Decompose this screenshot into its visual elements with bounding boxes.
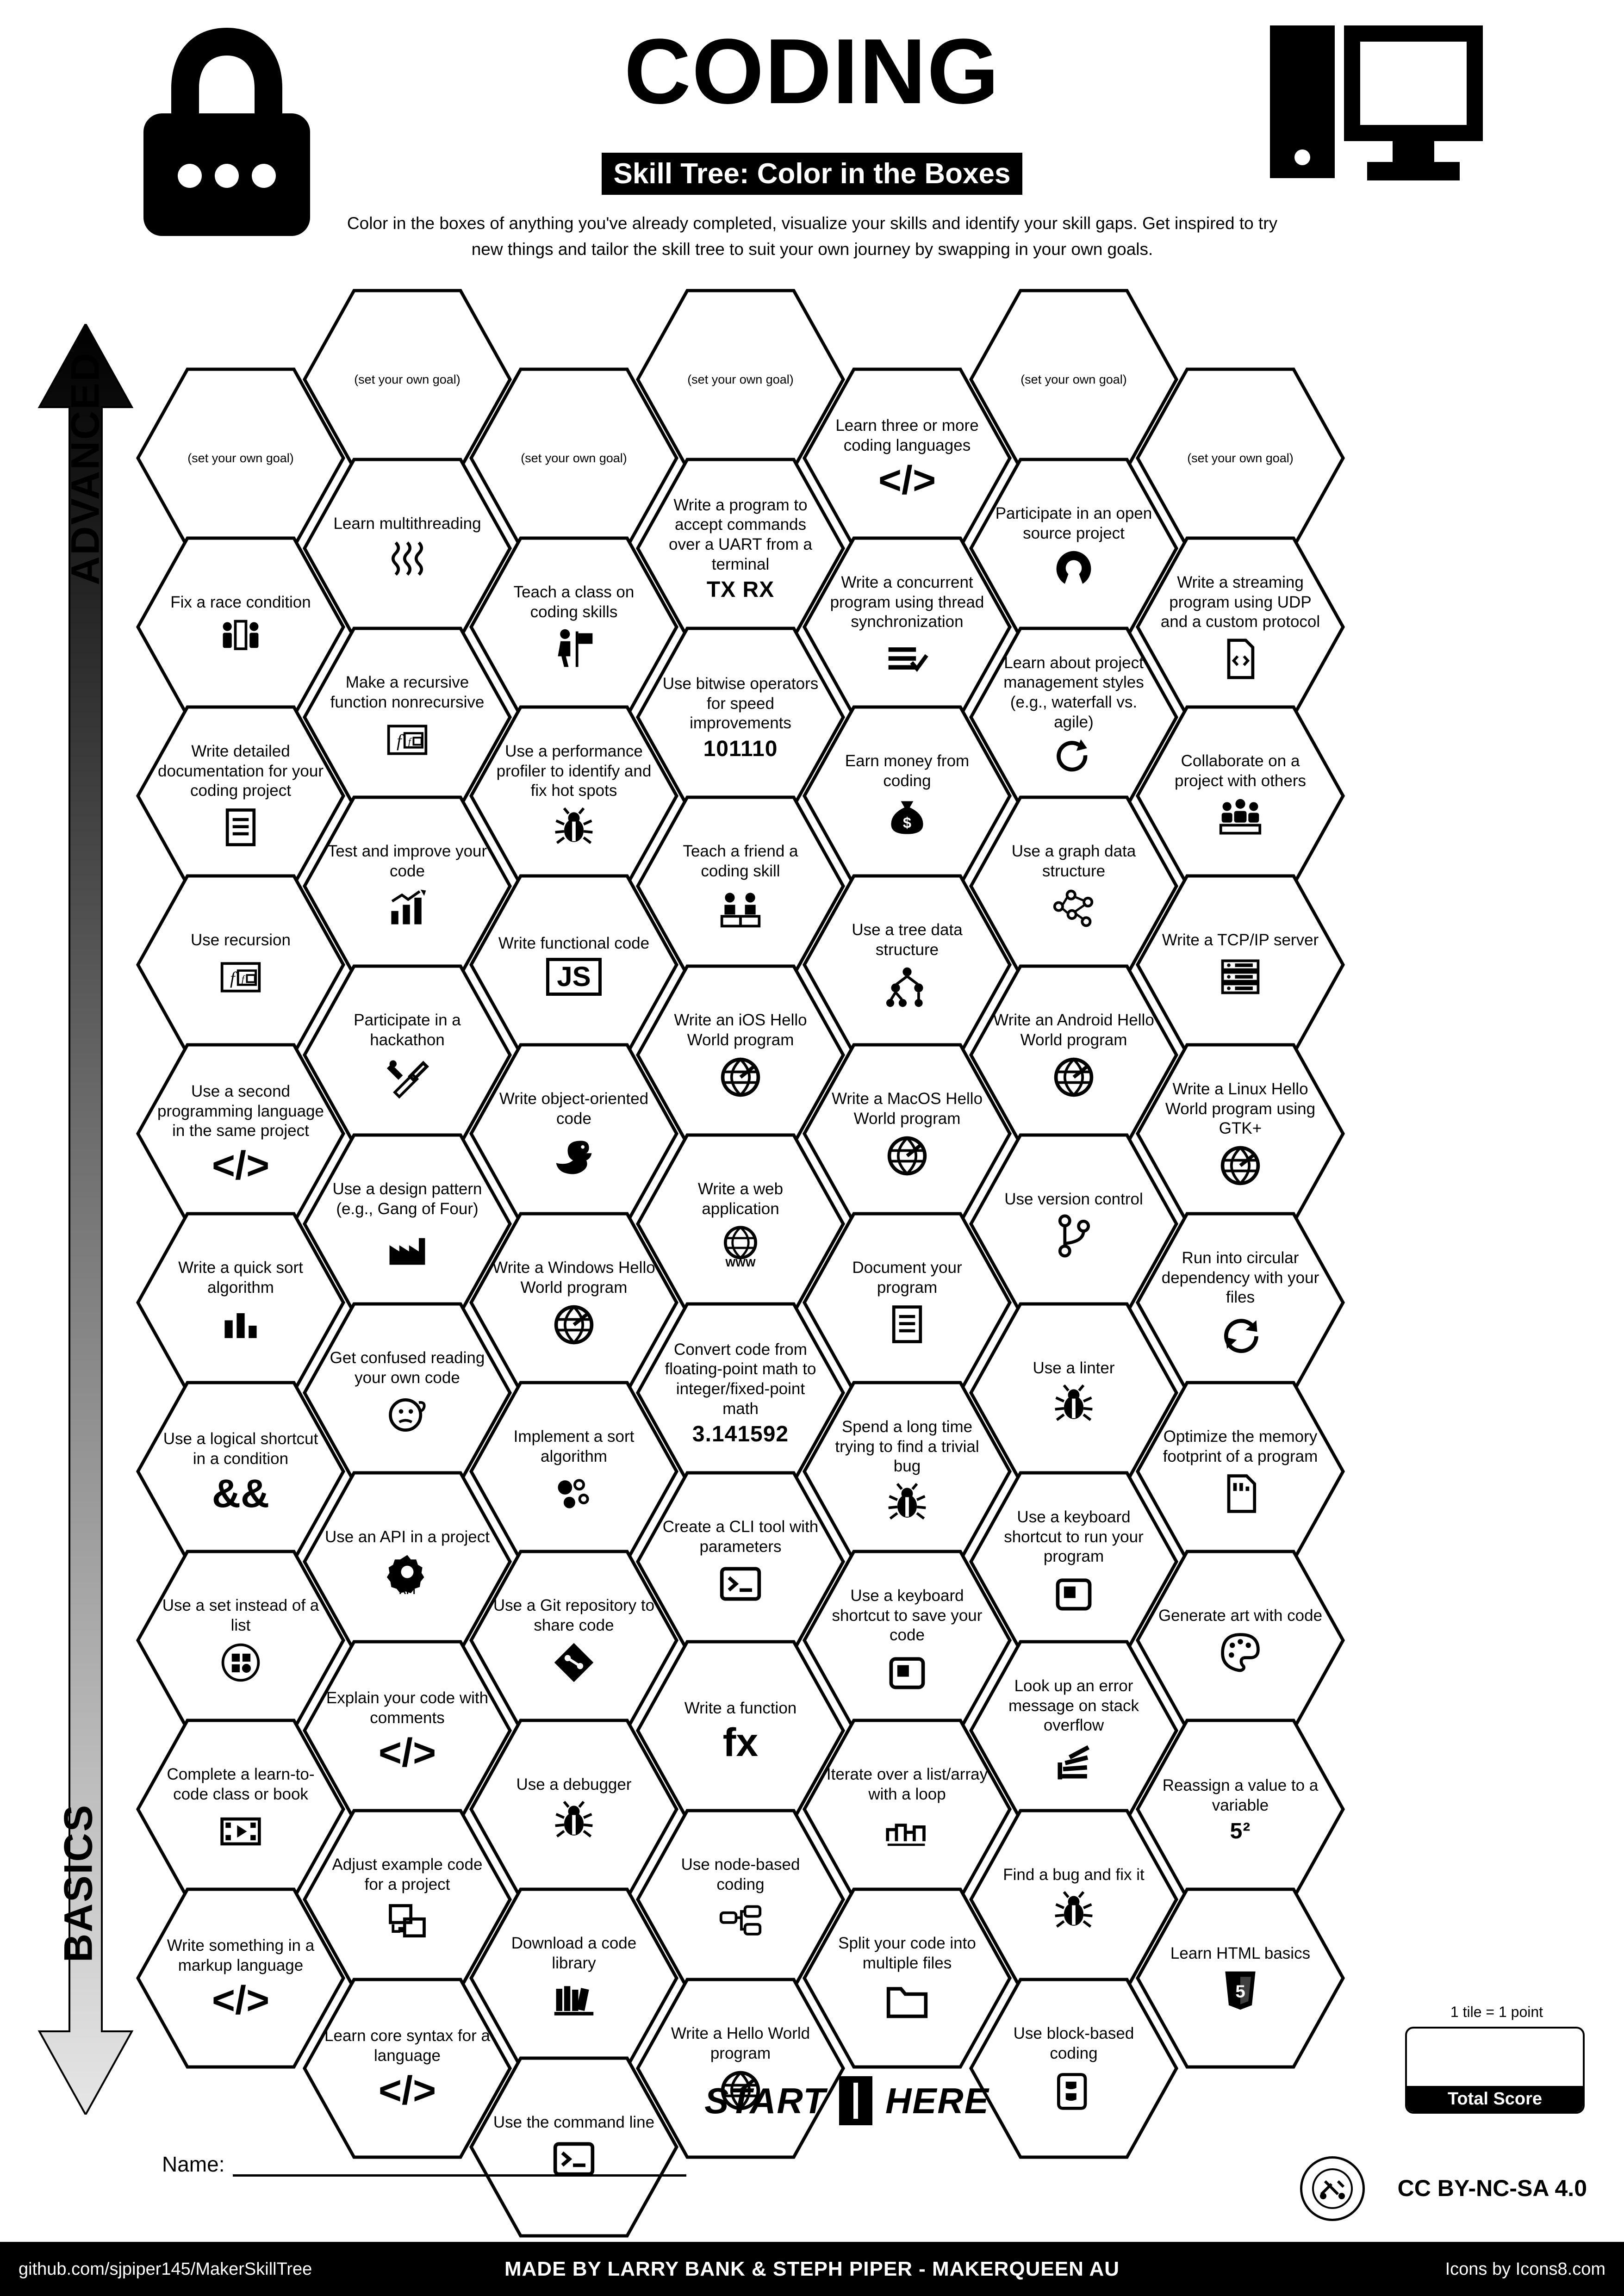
name-label: Name: — [162, 2152, 225, 2176]
skill-tile-label: Write a MacOS Hello World program — [831, 1090, 983, 1128]
svg-text:$: $ — [902, 813, 912, 831]
document-code-icon — [1218, 637, 1263, 681]
terminal-icon — [718, 1562, 763, 1606]
film-icon — [218, 1809, 263, 1854]
skill-tile-label: Write a Windows Hello World program — [492, 1259, 655, 1297]
skill-tile-label: Document your program — [852, 1259, 962, 1297]
road-icon — [839, 2076, 872, 2125]
skill-tile-label: Use a debugger — [516, 1775, 632, 1793]
skill-tile[interactable] — [1134, 872, 1347, 1057]
threads-icon — [385, 538, 429, 583]
axis-advanced-label: ADVANCED — [63, 351, 108, 585]
skill-tile-label: Collaborate on a project with others — [1174, 752, 1307, 790]
skill-tile-label: Write a streaming program using UDP and a custom protocol — [1160, 573, 1320, 631]
goal-placeholder-label: (set your own goal) — [1020, 372, 1127, 386]
skill-tile[interactable] — [1134, 534, 1347, 720]
svg-text:WWW: WWW — [725, 1256, 756, 1268]
server-icon — [1218, 955, 1263, 999]
globe-icon — [552, 1303, 596, 1347]
name-field-row[interactable] — [162, 2152, 686, 2177]
skill-tile-label: Reassign a value to a variable — [1162, 1776, 1319, 1814]
skill-tile-label: Participate in an open source project — [995, 504, 1152, 542]
goal-placeholder-label: (set your own goal) — [187, 451, 294, 465]
graph-nodes-icon — [1052, 886, 1096, 931]
tools-icon — [385, 1055, 429, 1099]
sort-shapes-icon — [552, 1471, 596, 1516]
skill-tile-glyph: </> — [378, 2068, 436, 2113]
scratch-icon — [1052, 2068, 1096, 2113]
git-node-icon — [552, 1640, 596, 1685]
skill-tile-label: Explain your code with comments — [326, 1689, 489, 1727]
skill-tile-label: Learn three or more coding languages — [835, 416, 979, 454]
skill-tile-label: Use a linter — [1033, 1359, 1115, 1377]
recursive-function-icon — [218, 955, 263, 999]
skill-tile-label: Use a second programming language in the same project — [157, 1082, 324, 1140]
skill-tile-glyph: 5² — [1230, 1818, 1251, 1843]
skill-tile-glyph: TX RX — [706, 577, 775, 602]
creative-commons-badge-icon — [1300, 2156, 1365, 2221]
skill-tile-label: Learn multithreading — [333, 514, 481, 533]
skill-tile-goal[interactable] — [1134, 366, 1347, 551]
skill-tile-label: Use a graph data structure — [1011, 842, 1136, 880]
waveform-icon — [885, 1809, 929, 1854]
bug-icon — [552, 1799, 596, 1843]
git-branch-icon — [1052, 1214, 1096, 1258]
skill-tile-label: Split your code into multiple files — [838, 1934, 976, 1972]
globe-icon — [718, 1055, 763, 1099]
team-icon — [1218, 796, 1263, 840]
page-title: CODING — [624, 20, 1000, 123]
svg-text:API: API — [399, 1586, 416, 1596]
start-label: START — [704, 2080, 827, 2121]
stack-overflow-icon — [1052, 1740, 1096, 1785]
skill-tile-label: Write a Hello World program — [671, 2024, 810, 2062]
skill-tile-label: Use version control — [1004, 1190, 1143, 1208]
skill-tile-label: Write object-oriented code — [499, 1090, 649, 1128]
skill-tile-label: Teach a class on coding skills — [513, 583, 635, 621]
skill-tile-label: Implement a sort algorithm — [513, 1427, 635, 1465]
palette-icon — [1218, 1630, 1263, 1675]
growth-chart-icon — [385, 886, 429, 931]
teaching-icon — [718, 886, 763, 931]
skill-tile-label: Write detailed documentation for your coding project — [158, 742, 324, 800]
skill-tile-glyph: </> — [212, 1978, 270, 2023]
refresh-cycle-icon — [1218, 1312, 1263, 1357]
copy-arrow-icon — [385, 1899, 429, 1944]
page-description: Color in the boxes of anything you've already completed, visualize your skills and identify your skill gaps. Get inspired to try new things and tailor the skill tree to suit your own journey by swapping in your own goals. — [347, 214, 1278, 259]
skill-tile-label: Complete a learn-to-code class or book — [167, 1765, 315, 1803]
skill-tile-label: Use a Git repository to share code — [493, 1596, 655, 1634]
skill-tile-label: Write a concurrent program using thread synchronization — [830, 573, 984, 631]
start-here-marker — [662, 2073, 1032, 2128]
skill-tile-label: Use a tree data structure — [852, 921, 963, 959]
skill-tile[interactable] — [1134, 703, 1347, 888]
skill-tile-label: Use a performance profiler to identify and fix hot spots — [496, 742, 652, 800]
skill-tile-label: Write a function — [684, 1699, 797, 1717]
presenter-icon — [552, 627, 596, 671]
skill-tile-label: Write functional code — [498, 934, 650, 952]
skill-tile-label: Optimize the memory footprint of a program — [1163, 1427, 1318, 1465]
skill-tile-label: Write something in a markup language — [167, 1936, 315, 1974]
skill-tile[interactable] — [1134, 1379, 1347, 1564]
document-icon — [885, 1303, 929, 1347]
factory-icon — [385, 1224, 429, 1268]
footer-credit: MADE BY LARRY BANK & STEPH PIPER - MAKERQUEEN AU — [504, 2258, 1120, 2280]
skill-tile-label: Get confused reading your own code — [330, 1349, 485, 1387]
skill-tile[interactable] — [1134, 1886, 1347, 2071]
money-bag-icon — [885, 796, 929, 840]
skill-tile-label: Use the command line — [493, 2113, 655, 2131]
skill-tile-glyph: </> — [878, 458, 936, 503]
bug-icon — [1052, 1889, 1096, 1934]
svg-text:f: f — [396, 731, 402, 751]
skill-tile-glyph: 3.141592 — [692, 1422, 789, 1447]
skill-tile-label: Use an API in a project — [324, 1527, 490, 1546]
skill-tile-label: Write a program to accept commands over a UART from a terminal — [669, 496, 812, 573]
skill-tile-label: Earn money from coding — [845, 752, 970, 790]
open-source-icon — [1052, 548, 1096, 593]
skill-tile-label: Use node-based coding — [681, 1855, 800, 1893]
svg-text:5: 5 — [1235, 1981, 1245, 2002]
skill-tile-label: Participate in a hackathon — [354, 1011, 461, 1049]
skill-tile-label: Spend a long time trying to find a trivial bug — [835, 1417, 979, 1476]
svg-text:f: f — [408, 736, 411, 747]
skill-tile-label: Look up an error message on stack overflow — [1008, 1676, 1139, 1735]
skill-tile-label: Generate art with code — [1158, 1606, 1323, 1625]
skill-tile-label: Write a quick sort algorithm — [178, 1259, 303, 1297]
svg-text:f: f — [230, 968, 235, 988]
two-people-door-icon — [218, 617, 263, 661]
name-input-line[interactable] — [233, 2170, 686, 2177]
bar-chart-icon — [218, 1303, 263, 1347]
goal-placeholder-label: (set your own goal) — [687, 372, 794, 386]
node-graph-icon — [718, 1899, 763, 1944]
confused-face-icon — [385, 1393, 429, 1437]
skill-tile-label: Use a keyboard shortcut to run your program — [1004, 1508, 1144, 1566]
globe-icon — [885, 1134, 929, 1178]
license-label: CC BY-NC-SA 4.0 — [1397, 2175, 1587, 2201]
skill-tile-label: Make a recursive function nonrecursive — [330, 673, 485, 711]
skill-tile-label: Write a web application — [697, 1180, 784, 1218]
total-score-box[interactable] — [1405, 2027, 1585, 2114]
skill-tile-glyph: && — [212, 1471, 270, 1516]
skill-tile-label: Fix a race condition — [170, 593, 311, 611]
skill-tile-label: Learn core syntax for a language — [324, 2027, 490, 2065]
skill-tile-label: Create a CLI tool with parameters — [662, 1518, 819, 1556]
axis-basics-label: BASICS — [56, 1804, 101, 1962]
bug-icon — [1052, 1383, 1096, 1427]
skill-tile-label: Iterate over a list/array with a loop — [826, 1765, 988, 1803]
skill-tile-label: Write an Android Hello World program — [993, 1011, 1154, 1049]
bug-icon — [885, 1481, 929, 1526]
tree-structure-icon — [885, 965, 929, 1009]
skill-tile-label: Use a set instead of a list — [162, 1596, 319, 1634]
folder-icon — [885, 1978, 929, 2023]
set-circle-icon — [218, 1640, 263, 1685]
skill-tile-label: Learn HTML basics — [1170, 1944, 1311, 1962]
here-label: HERE — [885, 2080, 989, 2121]
skill-tile-glyph: </> — [378, 1730, 436, 1775]
footer-github-link[interactable]: github.com/sjpiper145/MakerSkillTree — [19, 2259, 312, 2279]
goal-placeholder-label: (set your own goal) — [1187, 451, 1294, 465]
skill-tile-label: Adjust example code for a project — [332, 1855, 483, 1893]
globe-icon — [1052, 1055, 1096, 1099]
total-score-label: Total Score — [1407, 2086, 1583, 2112]
skill-tile-label: Find a bug and fix it — [1003, 1865, 1145, 1884]
skill-tile[interactable] — [1134, 1717, 1347, 1902]
bug-icon — [552, 806, 596, 850]
key-icon — [885, 1650, 929, 1694]
goal-placeholder-label: (set your own goal) — [521, 451, 627, 465]
skill-tile-label: Use recursion — [191, 931, 291, 949]
svg-text:f: f — [241, 973, 244, 985]
skill-tile-glyph: </> — [212, 1143, 270, 1188]
goal-placeholder-label: (set your own goal) — [354, 372, 460, 386]
score-note: 1 tile = 1 point — [1450, 2004, 1543, 2020]
rubber-duck-icon — [552, 1134, 596, 1178]
html5-icon — [1218, 1968, 1263, 2012]
api-gear-icon — [385, 1551, 429, 1596]
maker-badge-icon — [1311, 2167, 1354, 2210]
skill-tile[interactable] — [1134, 1041, 1347, 1226]
skill-tile-label: Use block-based coding — [1013, 2024, 1134, 2062]
skill-tile-label: Write an iOS Hello World program — [674, 1011, 807, 1049]
skill-tile-glyph: JS — [546, 958, 601, 996]
globe-icon — [1218, 1143, 1263, 1188]
page-footer — [0, 2242, 1624, 2296]
www-icon — [718, 1224, 763, 1268]
skill-tile-label: Learn about project management styles (e.g., waterfall vs. agile) — [1003, 653, 1144, 731]
skill-tile-label: Use a design pattern (e.g., Gang of Four) — [332, 1180, 482, 1218]
memory-card-icon — [1218, 1471, 1263, 1516]
skill-tile-label: Download a code library — [511, 1934, 637, 1972]
skill-tile-label: Use a keyboard shortcut to save your code — [832, 1586, 983, 1644]
skill-tile-label: Run into circular dependency with your files — [1161, 1248, 1319, 1307]
lines-check-icon — [885, 637, 929, 681]
page-subtitle-text: Skill Tree: Color in the Boxes — [602, 153, 1023, 195]
skill-tile[interactable] — [1134, 1548, 1347, 1733]
footer-icon-credit[interactable]: Icons by Icons8.com — [1445, 2259, 1605, 2279]
library-icon — [552, 1978, 596, 2023]
skill-tile[interactable] — [1134, 1210, 1347, 1395]
skill-tile-label: Use bitwise operators for speed improvements — [662, 674, 819, 732]
skill-tile-label: Write a Linux Hello World program using GTK+ — [1165, 1080, 1316, 1138]
skill-tile-label: Teach a friend a coding skill — [683, 842, 798, 880]
skill-tile-label: Use a logical shortcut in a condition — [163, 1430, 318, 1468]
document-icon — [218, 806, 263, 850]
cycle-arrow-icon — [1052, 737, 1096, 781]
skill-tile-label: Write a TCP/IP server — [1162, 931, 1319, 949]
skill-tile-label: Test and improve your code — [327, 842, 487, 880]
recursive-function-icon — [385, 717, 429, 762]
skill-tile-glyph: fx — [722, 1720, 759, 1765]
skill-tile-label: Convert code from floating-point math to integer/fixed-point math — [665, 1340, 816, 1418]
skill-tile-glyph: 101110 — [703, 737, 778, 762]
key-icon — [1052, 1571, 1096, 1616]
